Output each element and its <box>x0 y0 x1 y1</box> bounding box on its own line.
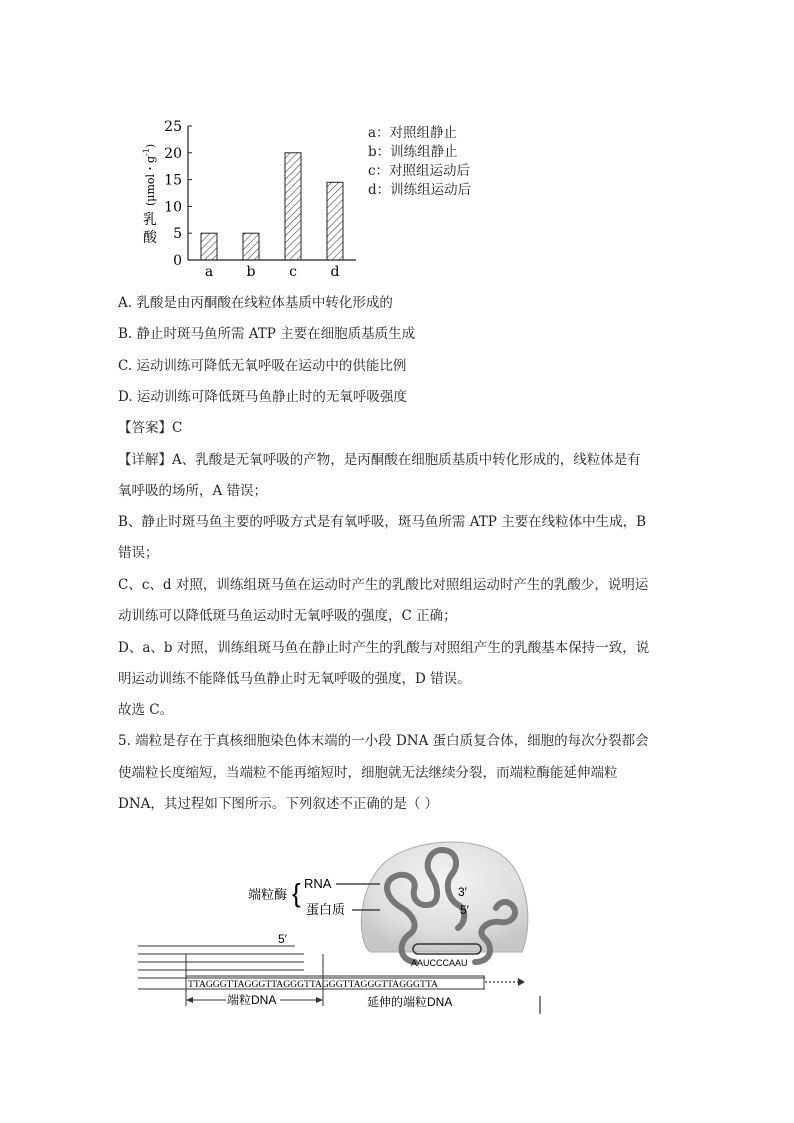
legend-item-d: d：训练组运动后 <box>368 182 472 198</box>
option-c: C. 运动训练可降低无氧呼吸在运动中的供能比例 <box>118 358 407 374</box>
three-prime-label: 3′ <box>458 885 467 899</box>
protein-label: 蛋白质 <box>306 902 346 917</box>
y-tick-label: 25 <box>164 119 182 135</box>
chart-bars <box>201 153 343 260</box>
legend-item-a: a：对照组静止 <box>368 125 458 141</box>
extended-dna-label: 延伸的端粒DNA <box>367 995 453 1009</box>
x-tick-label: b <box>246 264 256 280</box>
answer: 【答案】C <box>118 420 183 436</box>
telomere-dna-label: 端粒DNA <box>227 993 277 1007</box>
y-tick-label: 5 <box>173 226 182 243</box>
y-tick-label: 15 <box>164 172 182 189</box>
five-prime-rna-label: 5′ <box>460 903 469 917</box>
y-axis-label-char-top: 乳 <box>143 212 157 228</box>
arrowhead-left-icon <box>186 997 193 1003</box>
y-tick-label: 10 <box>164 199 182 216</box>
option-a: A. 乳酸是由丙酮酸在线粒体基质中转化形成的 <box>118 295 393 311</box>
option-b: B. 静止时斑马鱼所需 ATP 主要在细胞质基质生成 <box>118 326 416 342</box>
y-tick-label: 0 <box>173 253 182 269</box>
bar-c <box>285 153 301 260</box>
y-axis-unit: (μmol・$g^{-1}$) <box>142 143 157 206</box>
bar-a <box>201 233 217 260</box>
x-tick-label: c <box>289 264 297 280</box>
explanation-line: 【详解】A、乳酸是无氧呼吸的产物，是丙酮酸在细胞质基质中转化形成的，线粒体是有 <box>118 452 641 468</box>
arrowhead-right-icon <box>316 997 323 1003</box>
explanation-line: 故选 C。 <box>118 702 174 718</box>
enzyme-brace: { <box>292 878 301 908</box>
option-d: D. 运动训练可降低斑马鱼静止时的无氧呼吸强度 <box>118 389 407 405</box>
telomerase-diagram <box>130 830 560 1020</box>
explanation-line: 氧呼吸的场所，A 错误； <box>118 483 268 499</box>
question5-line: 5. 端粒是存在于真核细胞染色体末端的一小段 DNA 蛋白质复合体，细胞的每次分裂都会 <box>118 733 649 749</box>
dna-sequence: TTAGGGTTAGGGTTAGGGTTAGGGTTAGGGTTAGGGTTA <box>188 979 438 990</box>
explanation-line: 动训练可以降低斑马鱼运动时无氧呼吸的强度，C 正确； <box>118 608 457 624</box>
rna-label: RNA <box>304 876 332 891</box>
x-tick-label: d <box>330 264 340 280</box>
enzyme-label: 端粒酶 <box>248 887 288 902</box>
five-prime-dna-label: 5′ <box>278 932 287 946</box>
y-axis-label-char-bottom: 酸 <box>143 230 157 246</box>
legend-item-b: b：训练组静止 <box>368 144 458 160</box>
x-tick-label: a <box>204 264 214 280</box>
explanation-line: 错误； <box>118 545 159 561</box>
telomerase-protein-shape <box>361 842 528 952</box>
legend-item-c: c：对照组运动后 <box>368 163 471 179</box>
explanation-line: 明运动训练不能降低马鱼静止时无氧呼吸的强度，D 错误。 <box>118 671 471 687</box>
explanation-line: C、c、d 对照，训练组斑马鱼在运动时产生的乳酸比对照组运动时产生的乳酸少，说明运 <box>118 577 649 593</box>
explanation-line: D、a、b 对照，训练组斑马鱼在静止时产生的乳酸与对照组产生的乳酸基本保持一致，说 <box>118 640 650 656</box>
chart-legend <box>368 124 471 200</box>
bar-b <box>243 233 259 260</box>
question5-line: 使端粒长度缩短，当端粒不能再缩短时，细胞就无法继续分裂，而端粒酶能延伸端粒 <box>118 765 618 781</box>
template-sequence: AAUCCCAAU <box>411 958 468 968</box>
extension-arrowhead-icon <box>518 978 525 986</box>
y-tick-label: 20 <box>164 145 182 162</box>
explanation-line: B、静止时斑马鱼主要的呼吸方式是有氧呼吸，斑马鱼所需 ATP 主要在线粒体中生成，B <box>118 514 647 530</box>
question5-line: DNA，其过程如下图所示。下列叙述不正确的是（ ） <box>118 796 439 812</box>
bar-d <box>327 182 343 260</box>
